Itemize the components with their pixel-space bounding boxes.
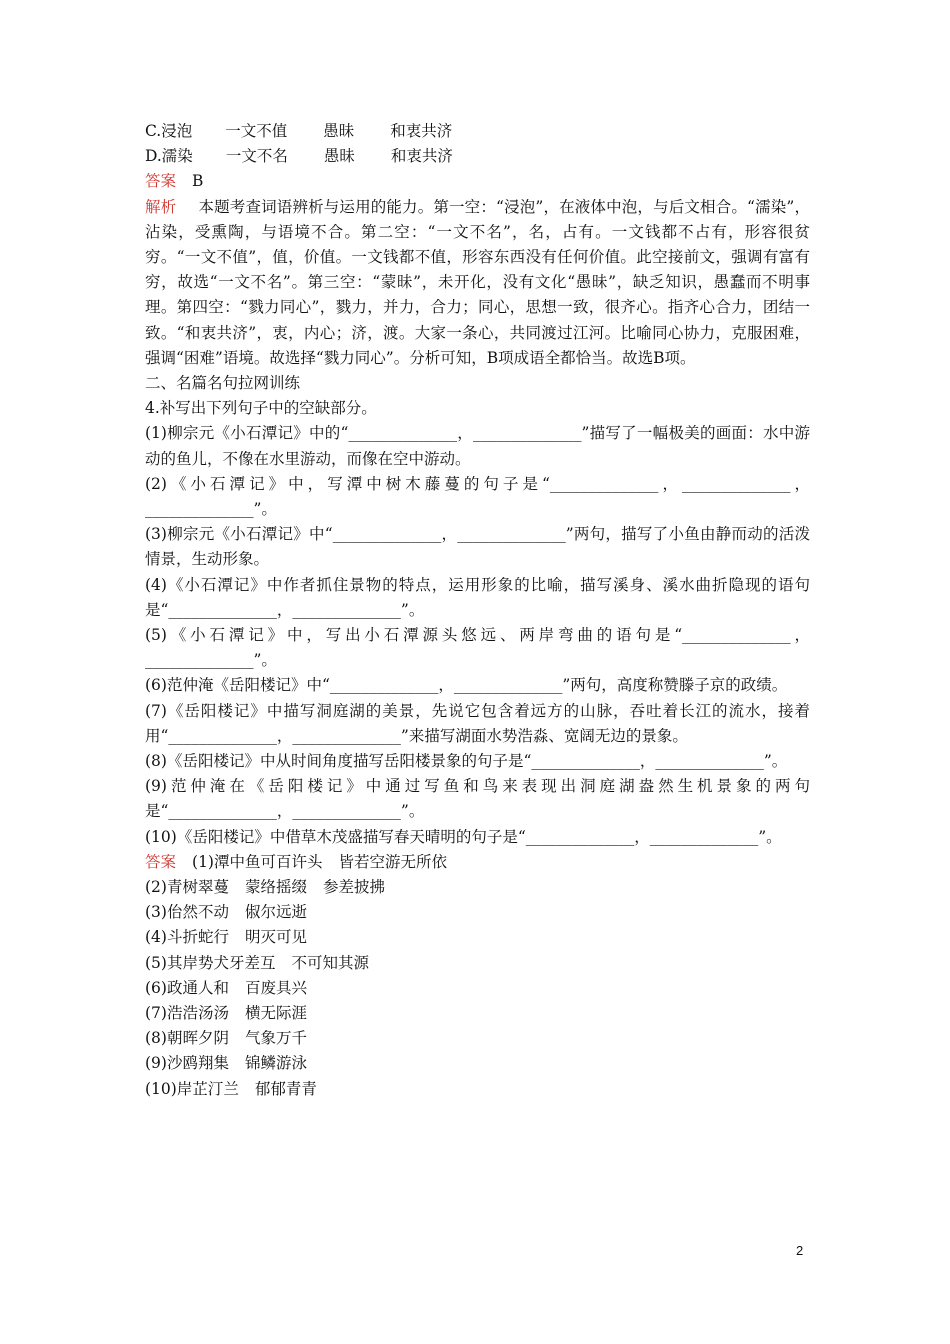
answer-item xyxy=(145,951,810,976)
answer-text: 佁然不动 xyxy=(166,903,229,922)
answer-number: (8) xyxy=(145,1029,167,1048)
answer-text: 俶尔远逝 xyxy=(244,903,307,922)
option-label: D.濡染 xyxy=(145,147,193,166)
answer-item xyxy=(145,1001,810,1026)
answer-number: (4) xyxy=(145,928,167,947)
question-item: (6)范仲淹《岳阳楼记》中“______________，______________”两句，高度称赞滕子京的政绩。 xyxy=(145,676,788,695)
option-word: 一文不名 xyxy=(225,147,288,166)
answer-text: 岸芷汀兰 xyxy=(176,1079,239,1098)
answer-text: 政通人和 xyxy=(166,978,229,997)
answer-line xyxy=(145,169,810,194)
answer-number: (6) xyxy=(145,978,167,997)
option-c xyxy=(145,119,810,144)
answer-text: 其岸势犬牙差互 xyxy=(166,953,276,972)
question-title: 4.补写出下列句子中的空缺部分。 xyxy=(145,399,377,418)
answer-number: (5) xyxy=(145,953,167,972)
option-word: 和衷共济 xyxy=(390,122,453,140)
question-item: (1)柳宗元《小石潭记》中的“______________，______________”描写了一幅极美的画面：水中游动的鱼儿，不像在水里游动，而像在空中游动。 xyxy=(145,424,810,468)
question-item: (4)《小石潭记》中作者抓住景物的特点，运用形象的比喻，描写溪身、溪水曲折隐现的语句是“______________，______________”。 xyxy=(145,575,810,619)
answer-text: 沙鸥翔集 xyxy=(166,1054,229,1073)
analysis-text: 本题考查词语辨析与运用的能力。第一空：“浸泡”，在液体中泡，与后文相合。“濡染”，沾染，受熏陶，与语境不合。第二空：“一文不名”，名，占有。一文钱都不占有，形容很贫穷。“一文不值”，值，价值。一文钱都不值，形容东西没有任何价值。此空接前文，强调有富有穷，故选“一文不名”。第三空：“蒙昧”，未开化，没有文化“愚昧”，缺乏知识，愚蠢而不明事理。第四空：“戮力同心”，戮力，并力，合力；同心，思想一致，很齐心。指齐心合力，团结一致。“和衷共济”，衷，内心；济，渡。大家一条心，共同渡过江河。比喻同心协力，克服困难，强调“困难”语境。故选择“戮力同心”。分析可知，B项成语全都恰当。故选B项。 xyxy=(145,197,810,367)
answer-text: 参差披拂 xyxy=(323,878,386,896)
answer-number: (1) xyxy=(192,852,214,871)
answer-text: 斗折蛇行 xyxy=(166,928,229,947)
answer-text: 青树翠蔓 xyxy=(166,878,229,896)
answer-text: 锦鳞游泳 xyxy=(244,1054,307,1073)
question-item: (2)《小石潭记》中，写潭中树木藤蔓的句子是“______________，______________，______________”。 xyxy=(145,474,810,518)
section-heading: 二、名篇名句拉网训练 xyxy=(145,373,301,392)
answer-item xyxy=(145,875,810,900)
answer-item xyxy=(145,1077,810,1102)
answer-number: (3) xyxy=(145,903,167,922)
option-word: 和衷共济 xyxy=(390,147,453,166)
answer-text: 蒙络摇缀 xyxy=(244,878,307,896)
question-item: (5)《小石潭记》中，写出小石潭源头悠远、两岸弯曲的语句是“______________，______________”。 xyxy=(145,625,810,670)
question-item: (3)柳宗元《小石潭记》中“______________，______________”两句，描写了小鱼由静而动的活泼情景，生动形象。 xyxy=(145,525,810,569)
answer-tag: 答案 xyxy=(145,172,177,191)
answer-item xyxy=(145,850,810,875)
answer-number: (10) xyxy=(145,1079,177,1098)
answer-text: 不可知其源 xyxy=(291,953,369,972)
answer-text: 皆若空游无所依 xyxy=(338,852,448,871)
answer-number: (9) xyxy=(145,1054,167,1073)
question-item: (9)范仲淹在《岳阳楼记》中通过写鱼和鸟来表现出洞庭湖盎然生机景象的两句是“______________，______________”。 xyxy=(145,777,810,821)
option-word: 愚昧 xyxy=(323,147,355,166)
option-label: C.浸泡 xyxy=(145,122,193,140)
answer-item xyxy=(145,1026,810,1051)
answer-text: 明灭可见 xyxy=(244,928,307,947)
option-d xyxy=(145,144,810,169)
analysis-paragraph xyxy=(145,195,810,371)
answer-item xyxy=(145,900,810,925)
question-item: (7)《岳阳楼记》中描写洞庭湖的美景，先说它包含着远方的山脉，吞吐着长江的流水，接着用“______________，______________”来描写湖面水势浩淼、宽阔无边的景象。 xyxy=(145,701,810,745)
document-page xyxy=(145,119,810,1102)
answer-item xyxy=(145,976,810,1001)
answer-text: 百废具兴 xyxy=(244,978,307,997)
answer-text: 浩浩汤汤 xyxy=(166,1003,229,1022)
answer-item xyxy=(145,1051,810,1076)
answer-value: B xyxy=(192,172,204,191)
question-item: (8)《岳阳楼记》中从时间角度描写岳阳楼景象的句子是“______________，______________”。 xyxy=(145,752,788,770)
option-word: 一文不值 xyxy=(225,122,288,140)
analysis-tag: 解析 xyxy=(145,197,177,216)
answer-text: 横无际涯 xyxy=(244,1003,307,1022)
answer-text: 朝晖夕阴 xyxy=(166,1029,229,1048)
page-number: 2 xyxy=(796,1243,804,1258)
question-item: (10)《岳阳楼记》中借草木茂盛描写春天晴明的句子是“______________，______________”。 xyxy=(145,827,782,846)
answer-number: (2) xyxy=(145,878,167,896)
option-word: 愚昧 xyxy=(323,122,355,140)
answer-item xyxy=(145,925,810,950)
answer-text: 潭中鱼可百许头 xyxy=(213,852,323,871)
answer-text: 郁郁青青 xyxy=(254,1079,317,1098)
answer-text: 气象万千 xyxy=(244,1029,307,1048)
answer-tag: 答案 xyxy=(145,852,177,871)
answer-number: (7) xyxy=(145,1003,167,1022)
